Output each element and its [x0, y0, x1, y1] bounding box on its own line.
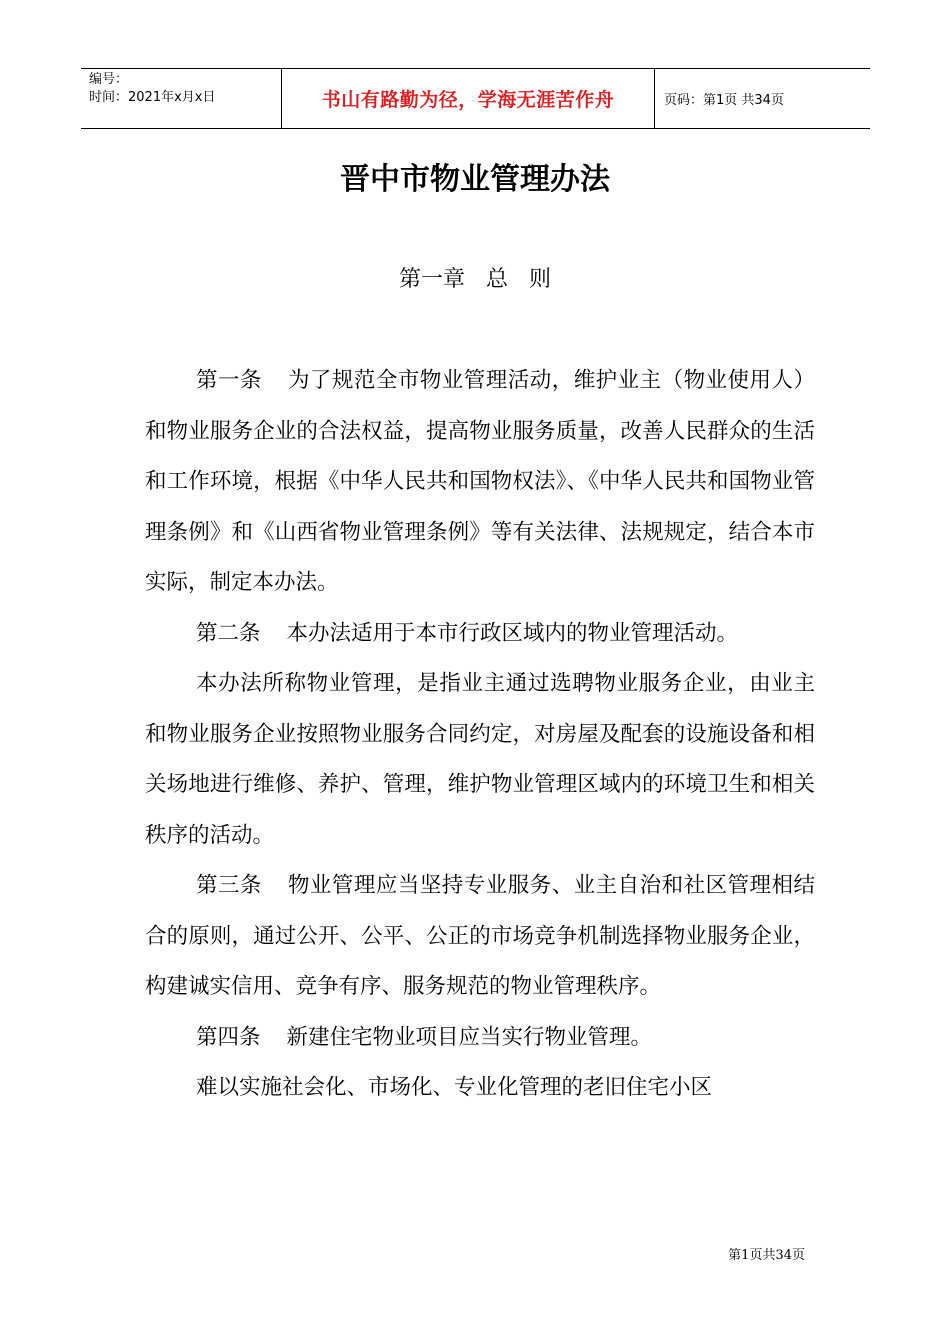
- header-table: [81, 68, 870, 129]
- document-number-label: 编号：: [89, 72, 129, 87]
- paragraph-text: 难以实施社会化、市场化、专业化管理的老旧住宅小区: [196, 1075, 713, 1100]
- paragraph: [145, 356, 815, 609]
- paragraph-text: 为了规范全市物业管理活动，维护业主（物业使用人）和物业服务企业的合法权益，提高物业服务质量，改善人民群众的生活和工作环境，根据《中华人民共和国物权法》、《中华人民共和国物业管理条例》和《山西省物业管理条例》等有关法律、法规规定，结合本市实际，制定本办法。: [145, 368, 815, 595]
- header-meta-cell: [81, 69, 282, 128]
- article-number: 第二条: [196, 620, 261, 646]
- document-body: [145, 356, 815, 1114]
- paragraph: [145, 861, 815, 1013]
- paragraph: [145, 659, 815, 861]
- page-footer: 第1页共34页: [728, 1248, 805, 1263]
- header-motto: 书山有路勤为径，学海无涯苦作舟: [282, 69, 655, 128]
- paragraph-text: 本办法所称物业管理，是指业主通过选聘物业服务企业，由业主和物业服务企业按照物业服务合同约定，对房屋及配套的设施设备和相关场地进行维修、养护、管理，维护物业管理区域内的环境卫生和相关秩序的活动。: [145, 671, 815, 848]
- paragraph: [145, 609, 815, 660]
- paragraph-text: 物业管理应当坚持专业服务、业主自治和社区管理相结合的原则，通过公开、公平、公正的市场竞争机制选择物业服务企业，构建诚实信用、竞争有序、服务规范的物业管理秩序。: [145, 873, 815, 999]
- paragraph: [145, 1013, 815, 1064]
- paragraph-text: 新建住宅物业项目应当实行物业管理。: [286, 1024, 653, 1050]
- article-number: 第三条: [196, 873, 262, 898]
- article-number: 第一条: [196, 368, 262, 393]
- paragraph-text: 本办法适用于本市行政区域内的物业管理活动。: [286, 620, 739, 646]
- paragraph: [145, 1063, 815, 1114]
- article-number: 第四条: [196, 1024, 261, 1050]
- document-time-label: 时间：2021年x月x日: [89, 90, 216, 105]
- chapter-heading: 第一章 总 则: [399, 267, 551, 292]
- header-page-info: 页码：第1页 共34页: [664, 93, 784, 108]
- document-title: 晋中市物业管理办法: [340, 162, 610, 197]
